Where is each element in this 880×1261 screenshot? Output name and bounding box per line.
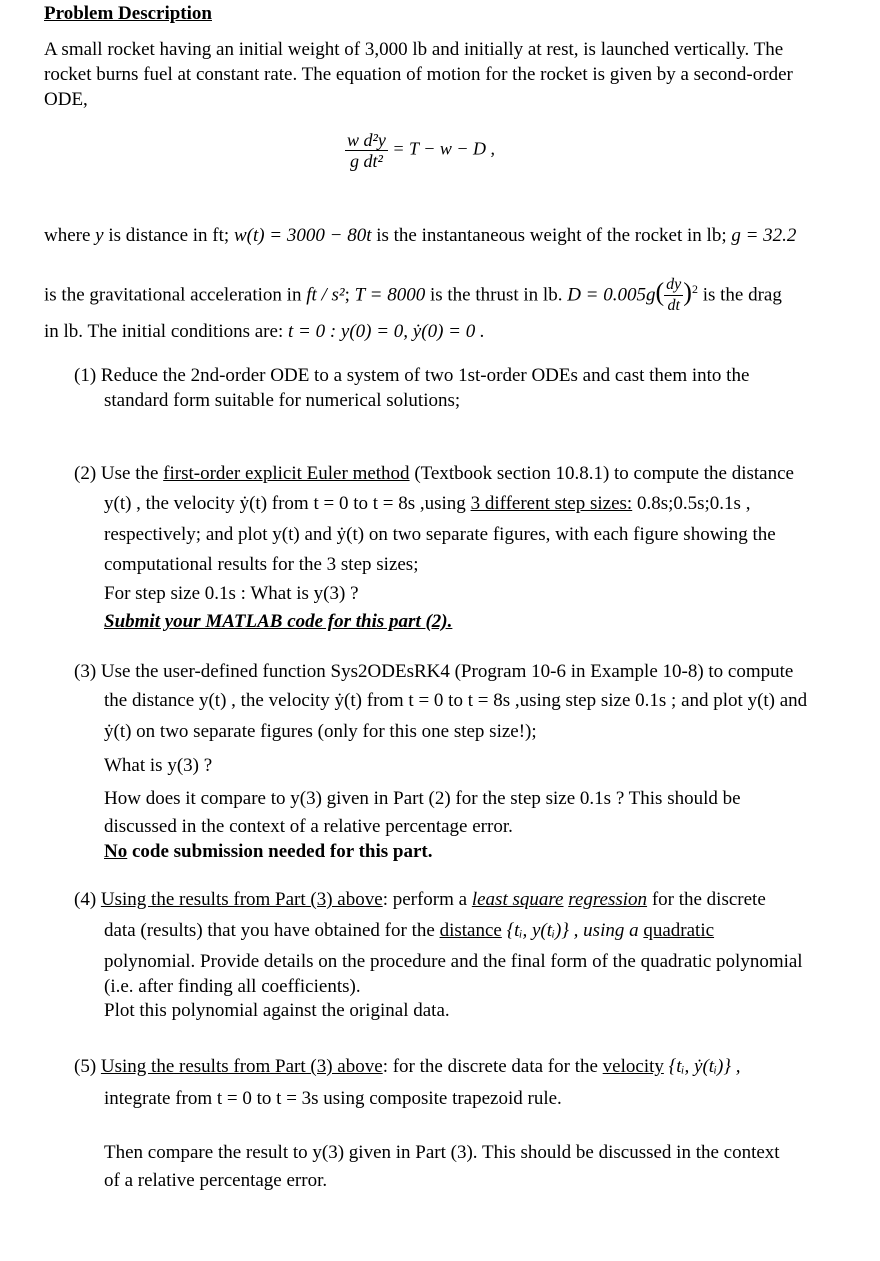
where-text-2: is the instantaneous weight of the rocket in lb; — [376, 225, 727, 246]
equation-lhs-denominator: g dt² — [350, 151, 383, 171]
part3-line-5: How does it compare to y(3) given in Part (2) for the step size 0.1s ? This should be — [104, 788, 741, 809]
part1-line-2: standard form suitable for numerical solutions; — [104, 390, 461, 411]
part5-text-1: : for the discrete data for the — [382, 1056, 598, 1077]
intro-line-2: rocket burns fuel at constant rate. The equation of motion for the rocket is given by a second-order — [44, 64, 793, 85]
part4-line-1 — [74, 888, 766, 912]
part4-text-2: for the discrete — [651, 889, 766, 910]
distance-word: distance — [439, 920, 502, 941]
equation-of-motion — [345, 130, 495, 171]
where-text-4: is the thrust in lb. — [429, 284, 563, 306]
part4-line-4: (i.e. after finding all coefficients). — [104, 976, 361, 997]
part4-text-3: data (results) that you have obtained for the — [104, 920, 435, 941]
part2-line-2 — [104, 492, 750, 516]
least-square: least square — [471, 889, 564, 910]
equation-lhs-numerator: w d²y — [347, 130, 386, 150]
where-text-3: is the gravitational acceleration in — [44, 284, 302, 306]
part3-line-3: ẏ(t) on two separate figures (only for this one step size!); — [104, 721, 537, 742]
drag-num: dy — [664, 275, 683, 296]
part4-number: (4) — [74, 889, 97, 910]
part3-line-2: the distance y(t) , the velocity ẏ(t) from t = 0 to t = 8s ,using step size 0.1s ; and plot y(t) and — [104, 690, 808, 711]
part2-text-3: y(t) , the velocity ẏ(t) from t = 0 to t = 8s ,using — [104, 493, 466, 514]
part3-line-4: What is y(3) ? — [104, 755, 213, 776]
part2-line-1 — [74, 462, 794, 486]
part4-link-results: Using the results from Part (3) above — [100, 889, 383, 910]
step-sizes-label: 3 different step sizes: — [470, 493, 633, 514]
part5-number: (5) — [74, 1056, 97, 1077]
intro-line-3: ODE, — [44, 89, 88, 110]
part3-no-code-note: code submission needed for this part. — [127, 841, 433, 862]
heading: Problem Description — [44, 3, 212, 24]
regression: regression — [568, 889, 648, 910]
no-word: No — [104, 841, 128, 862]
drag-formula: D = 0.005g — [567, 284, 656, 306]
quadratic-word: quadratic — [643, 920, 715, 941]
equation-rhs: = T − w − D , — [392, 138, 496, 159]
part4-line-5: Plot this polynomial against the original data. — [104, 1000, 450, 1021]
part5-line-3: Then compare the result to y(3) given in Part (3). This should be discussed in the context — [104, 1142, 780, 1163]
part5-line-2: integrate from t = 0 to t = 3s using composite trapezoid rule. — [104, 1088, 562, 1109]
where-text-1: is distance in ft; — [108, 225, 230, 246]
part2-text-1: (2) Use the — [74, 463, 159, 484]
part3-line-7 — [104, 840, 433, 864]
part4-text-1: : perform a — [382, 889, 468, 910]
initial-conditions-label: in lb. The initial conditions are: — [44, 321, 284, 342]
equation-lhs — [345, 130, 388, 171]
where-text-5: is the drag — [702, 284, 782, 306]
part2-line-4: computational results for the 3 step sizes; — [104, 554, 419, 575]
part1-line-1: (1) Reduce the 2nd-order ODE to a system of two 1st-order ODEs and cast them into the — [74, 365, 750, 386]
distance-data-set: {tᵢ, y(tᵢ)} , using a — [506, 920, 639, 941]
part3-line-6: discussed in the context of a relative percentage error. — [104, 816, 513, 837]
part2-submit-note: Submit your MATLAB code for this part (2). — [104, 611, 453, 632]
initial-conditions: t = 0 : y(0) = 0, ẏ(0) = 0 . — [287, 321, 485, 342]
part2-text-2: (Textbook section 10.8.1) to compute the distance — [414, 463, 794, 484]
drag-fraction — [664, 275, 683, 316]
thrust-value: T = 8000 — [354, 284, 426, 306]
gravity-value: g = 32.2 — [731, 225, 797, 246]
part3-line-1: (3) Use the user-defined function Sys2ODEsRK4 (Program 10-6 in Example 10-8) to compute — [74, 661, 794, 682]
velocity-data-set: {tᵢ, ẏ(tᵢ)} , — [668, 1056, 741, 1077]
where-line-3 — [44, 320, 485, 344]
part2-line-3: respectively; and plot y(t) and ẏ(t) on two separate figures, with each figure showing the — [104, 524, 776, 545]
part5-link-results: Using the results from Part (3) above — [100, 1056, 383, 1077]
part4-line-3: polynomial. Provide details on the procedure and the final form of the quadratic polynomial — [104, 951, 803, 972]
velocity-word: velocity — [602, 1056, 664, 1077]
part2-line-5: For step size 0.1s : What is y(3) ? — [104, 583, 359, 604]
semicolon: ; — [344, 284, 350, 306]
where-line-1 — [44, 224, 796, 248]
gravity-unit: ft / s² — [306, 284, 345, 306]
var-y: y — [95, 225, 104, 246]
step-sizes: 0.8s;0.5s;0.1s , — [636, 493, 751, 514]
where-line-2: is the gravitational acceleration in ft / s²; T = 8000 is the thrust in lb. D = 0.005g( $\frac{dy}{dt}$ )$^2$ is the drag — [44, 276, 782, 315]
drag-den: dt — [667, 297, 680, 315]
part5-line-4: of a relative percentage error. — [104, 1170, 328, 1191]
euler-method: first-order explicit Euler method — [163, 463, 410, 484]
weight-formula: w(t) = 3000 − 80t — [233, 225, 372, 246]
part5-line-1 — [74, 1055, 740, 1079]
where-word: where — [44, 225, 91, 246]
part4-line-2 — [104, 919, 714, 943]
intro-line-1: A small rocket having an initial weight of 3,000 lb and initially at rest, is launched vertically. The — [44, 39, 784, 60]
